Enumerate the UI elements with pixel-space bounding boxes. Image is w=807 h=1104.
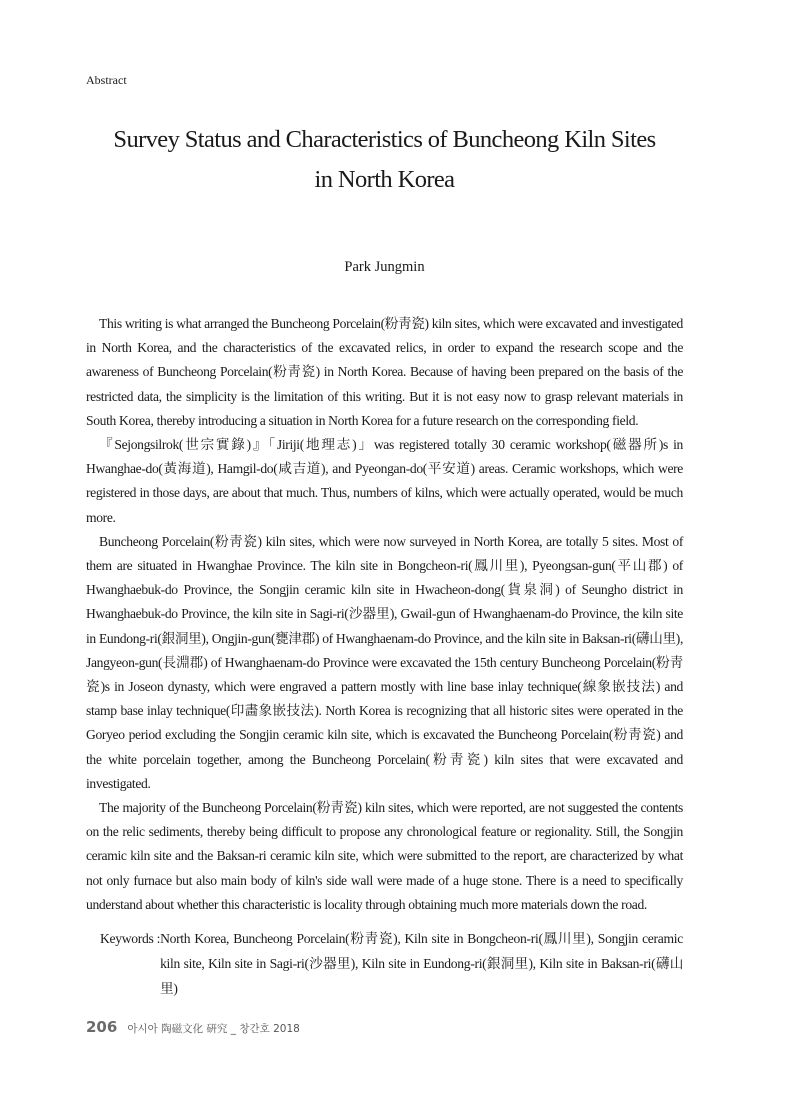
page-footer [86,1018,300,1036]
keywords-label: Keywords : [100,931,161,946]
title-line-2: in North Korea [314,166,455,193]
author-name: Park Jungmin [344,259,425,275]
section-label: Abstract [86,73,127,87]
abstract-paragraph: Buncheong Porcelain(粉靑瓷) kiln sites, which were now surveyed in North Korea, are totally 5 sites. Most of them are situated in Hwanghae Province. The kiln site in Bongcheon-ri(鳳川里), Pyeongsan-gun(平山郡) of Hwanghaebuk-do Province, the Songjin ceramic kiln site in Hwacheon-dong(貨泉洞) of Seungho district in Hwanghaebuk-do Province, the kiln site in Sagi-ri(沙器里), Gwail-gun of Hwanghaenam-do Province, the kiln site in Eundong-ri(銀洞里), Ongjin-gun(甕津郡) of Hwanghaenam-do Province, and the kiln site in Baksan-ri(礴山里), Jangyeon-gun(長淵郡) of Hwanghaenam-do Province were excavated the 15th century Buncheong Porcelain(粉靑瓷)s in Joseon dynasty, which were engraved a pattern mostly with line base inlay technique(線象嵌技法) and stamp base inlay technique(印畵象嵌技法). North Korea is recognizing that all historic sites were operated in the Goryeo period excluding the Songjin ceramic kiln site, which is excavated the Buncheong Porcelain(粉靑瓷) and the white porcelain together, among the Buncheong Porcelain(粉靑瓷) kiln sites that were excavated and investigated. [86,533,683,791]
abstract-body [86,312,683,917]
title-line-1: Survey Status and Characteristics of Buncheong Kiln Sites [113,126,656,153]
abstract-paragraph: The majority of the Buncheong Porcelain(粉靑瓷) kiln sites, which were reported, are not suggested the contents on the relic sediments, thereby being difficult to propose any chronological feature or regionality. Still, the Songjin ceramic kiln site and the Baksan-ri ceramic kiln site, which were submitted to the report, are characterized by what not only furnace but also main body of kiln's side wall were made of a huge stone. There is a need to specifically understand about whether this characteristic is locality through obtaining much more materials down the road. [86,800,683,912]
page-number: 206 [86,1018,118,1036]
abstract-paragraph: This writing is what arranged the Buncheong Porcelain(粉靑瓷) kiln sites, which were excavated and investigated in North Korea, and the characteristics of the excavated relics, in order to expand the research scope and the awareness of Buncheong Porcelain(粉靑瓷) in North Korea. Because of having been prepared on the basis of the restricted data, the simplicity is the limitation of this writing. But it is not easy now to grasp relevant materials in South Korea, thereby introducing a situation in North Korea for a future research on the corresponding field. [86,316,683,428]
paper-title [86,120,683,200]
keywords-text: North Korea, Buncheong Porcelain(粉靑瓷), Kiln site in Bongcheon-ri(鳳川里), Songjin ceramic kiln site, Kiln site in Sagi-ri(沙器里), Kiln site in Eundong-ri(銀洞里), Kiln site in Baksan-ri(礴山里) [160,931,683,996]
abstract-paragraph: 『Sejongsilrok(世宗實錄)』「Jiriji(地理志)」was registered totally 30 ceramic workshop(磁器所)s in Hwanghae-do(黃海道), Hamgil-do(咸吉道), and Pyeongan-do(平安道) areas. Ceramic workshops, which were registered in those days, are about that much. Thus, numbers of kilns, which were actually operated, would be much more. [86,437,683,525]
keywords [100,926,683,1001]
journal-name: 아시아 陶磁文化 硏究 _ 창간호 2018 [127,1023,300,1035]
